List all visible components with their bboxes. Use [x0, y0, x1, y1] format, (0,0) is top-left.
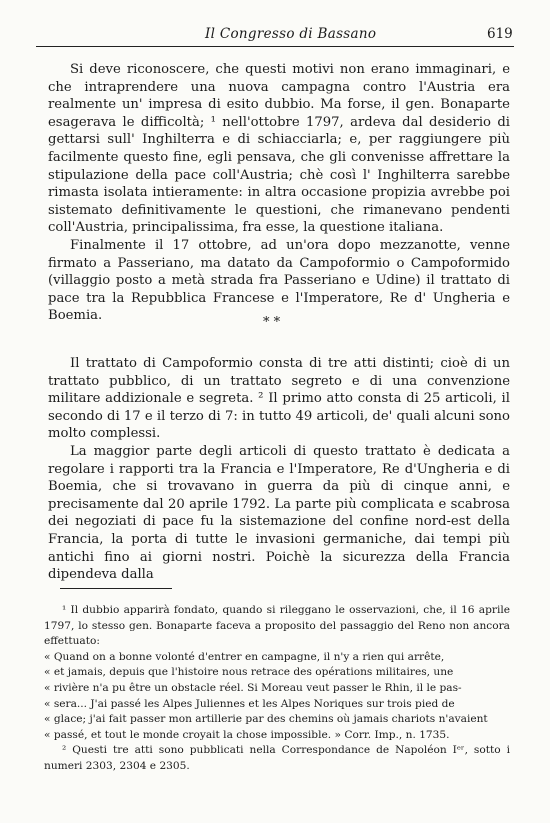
running-title: Il Congresso di Bassano — [205, 26, 377, 42]
footnote-quote-line: « et jamais, depuis que l'histoire nous retrace des opérations militaires, une — [44, 666, 454, 679]
running-header — [0, 24, 550, 46]
section-separator: * * — [263, 315, 281, 330]
page-number: 619 — [487, 26, 513, 42]
paragraph: Si deve riconoscere, che questi motivi non erano immaginari, e che intraprendere una nuova campagna contro l'Austria era realmente un' impresa di esito dubbio. Ma forse, il gen. Bonaparte esagerava le difficoltà; ¹ nell'ottobre 1797, ardeva dal desiderio di gettarsi sull' Inghilterra e di schiacciarla; e, per raggiungere più facilmente questo fine, egli pensava, che gli convenisse affrettare la stipulazione della pace coll'Austria; chè così l' Inghilterra sarebbe rimasta isolata intieramente: in altra occasione propizia avrebbe poi sistemato definitivamente le questioni, che rimanevano pendenti coll'Austria, principalissima, fra esse, la questione italiana. — [48, 62, 510, 236]
footnote-1: ¹ Il dubbio apparirà fondato, quando si rileggano le osservazioni, che, il 16 aprile 1797, lo stesso gen. Bonaparte faceva a proposito del passaggio del Reno non ancora effettuato: — [44, 604, 510, 648]
paragraph: Il trattato di Campoformio consta di tre atti distinti; cioè di un trattato pubblico, di un trattato segreto e di una convenzione militare addizionale e segreta. ² Il primo atto consta di 25 articoli, il secondo di 17 e il terzo di 7: in tutto 49 articoli, de' quali alcuni sono molto complessi. — [48, 356, 510, 442]
paragraph: Finalmente il 17 ottobre, ad un'ora dopo mezzanotte, venne firmato a Passeriano, ma datato da Campoformio o Campoformido (villaggio posto a metà strada fra Passeriano e Udine) il trattato di pace tra la Repubblica Francese e l'Imperatore, Re d' Ungheria e Boemia. — [48, 237, 510, 324]
footnote-quote-line: « sera... J'ai passé les Alpes Juliennes et les Alpes Noriques sur trois pied de — [44, 697, 455, 710]
footnotes — [44, 603, 510, 775]
footnote-quote-line: « rivière n'a pu être un obstacle réel. Si Moreau veut passer le Rhin, il le pas- — [44, 681, 462, 694]
footnote-quote-line: « passé, et tout le monde croyait la chose impossible. » Corr. Imp., n. 1735. — [44, 728, 450, 741]
header-rule — [36, 46, 514, 47]
footnote-quote-line: « Quand on a bonne volonté d'entrer en campagne, il n'y a rien qui arrête, — [44, 650, 445, 663]
main-text-top — [48, 61, 510, 330]
paragraph: La maggior parte degli articoli di questo trattato è dedicata a regolare i rapporti tra la Francia e l'Imperatore, Re d'Ungheria e di Boemia, che si trovavano in guerra da più di cinque anni, e precisamente dal 20 aprile 1792. La parte più complicata e scabrosa dei negoziati di pace fu la sistemazione del confine nord-est della Francia, la porta di tutte le invasioni germaniche, dai tempi più antichi fino ai giorni nostri. Poichè la sicurezza della Francia dipendeva dalla — [48, 443, 510, 583]
footnote-quote-line: « glace; j'ai fait passer mon artillerie par des chemins où jamais chariots n'avaient — [44, 713, 488, 726]
footnote-rule — [60, 588, 172, 589]
footnote-2: ² Questi tre atti sono pubblicati nella Correspondance de Napoléon Iᵉʳ, sotto i numeri 2303, 2304 e 2305. — [44, 744, 510, 772]
main-text-bottom — [48, 355, 510, 584]
